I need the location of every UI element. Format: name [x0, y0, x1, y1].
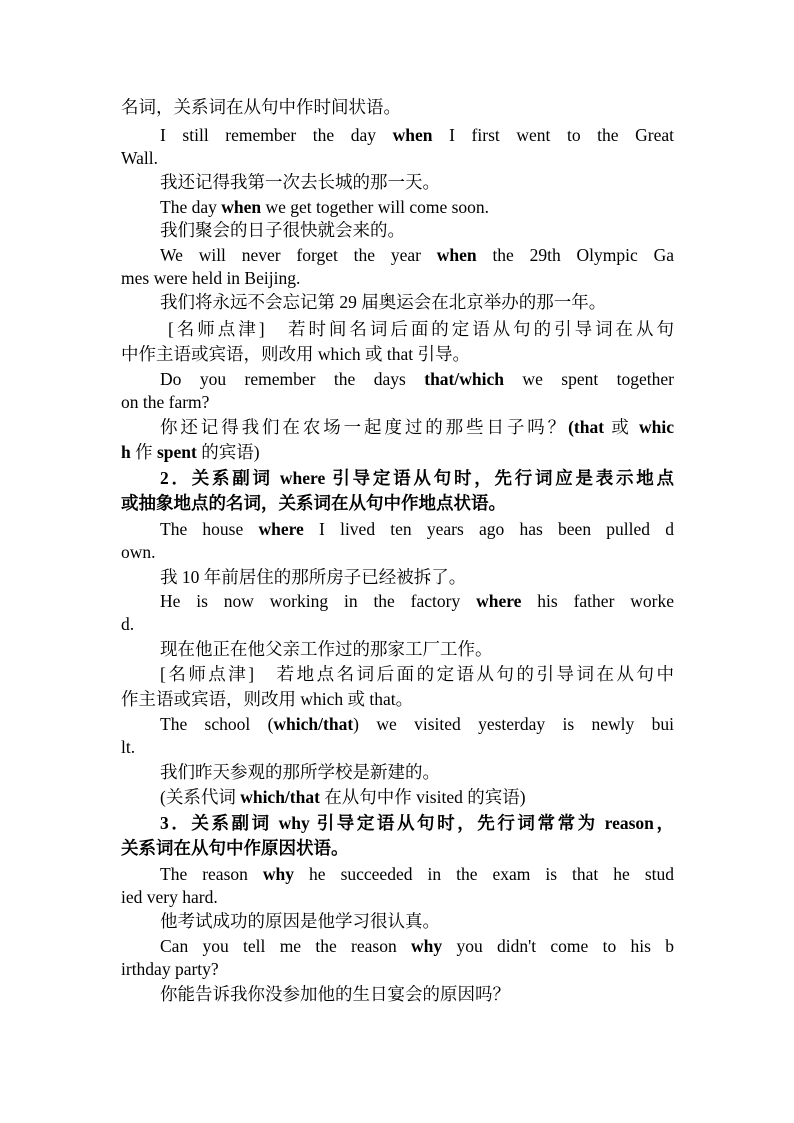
bold-text: that/which: [424, 369, 504, 389]
text-run: He is now working in the factory: [160, 591, 477, 611]
text-run: (关系代词: [160, 787, 241, 807]
text-run: lt.: [121, 737, 136, 757]
text-line: [160, 785, 674, 809]
text-line: [121, 266, 674, 290]
text-run: 名词，关系词在从句中作时间状语。: [121, 97, 401, 117]
text-run: 你还记得我们在农场一起度过的那些日子吗？: [160, 417, 569, 437]
text-run: d.: [121, 614, 135, 634]
bold-text: (that: [568, 417, 605, 437]
text-line: [121, 342, 674, 366]
text-run: 我们将永远不会忘记第 29 届奥运会在北京举办的那一年。: [160, 292, 607, 312]
bold-text: when: [436, 245, 477, 265]
text-run: 我 10 年前居住的那所房子已经被拆了。: [160, 567, 467, 587]
bold-text: which/that: [273, 714, 354, 734]
text-run: we spent together: [503, 369, 674, 389]
text-line: [160, 589, 674, 613]
text-line: [121, 735, 674, 759]
text-run: 中作主语或宾语，则改用 which 或 that 引导。: [121, 344, 471, 364]
text-line: [160, 415, 674, 439]
bold-text: where: [476, 591, 522, 611]
text-run: The reason: [160, 864, 263, 884]
text-run: on the farm?: [121, 392, 210, 412]
text-line: [121, 491, 674, 515]
text-run: 你能告诉我你没参加他的生日宴会的原因吗？: [160, 984, 510, 1004]
bold-text: 2．关系副词 where 引导定语从句时，先行词应是表示地点: [160, 468, 674, 488]
bold-text: which/that: [240, 787, 320, 807]
text-run: 他考试成功的原因是他学习很认真。: [160, 911, 440, 931]
text-run: his father worke: [521, 591, 674, 611]
text-run: you didn't come to his b: [442, 936, 674, 956]
text-line: [160, 243, 674, 267]
text-line: [160, 367, 674, 391]
text-run: The school (: [160, 714, 274, 734]
text-run: the 29th Olympic Ga: [476, 245, 674, 265]
text-line: [160, 811, 674, 835]
bold-text: when: [392, 125, 433, 145]
text-run: 我们昨天参观的那所学校是新建的。: [160, 762, 440, 782]
text-run: irthday party?: [121, 959, 219, 979]
text-run: Wall.: [121, 148, 158, 168]
text-line: [160, 123, 674, 147]
text-line: [160, 712, 674, 736]
text-line: [160, 637, 674, 661]
bold-text: whic: [639, 417, 674, 437]
text-run: Can you tell me the reason: [160, 936, 412, 956]
text-run: 的宾语): [196, 442, 260, 462]
text-run: The day: [160, 197, 222, 217]
text-run: own.: [121, 542, 156, 562]
text-line: [160, 218, 674, 242]
text-run: we get together will come soon.: [261, 197, 490, 217]
bold-text: 3．关系副词 why 引导定语从句时，先行词常常为 reason，: [160, 813, 674, 833]
text-run: 现在他正在他父亲工作过的那家工厂工作。: [160, 639, 493, 659]
text-line: [160, 195, 674, 219]
bold-text: 或抽象地点的名词，关系词在从句中作地点状语。: [121, 493, 506, 513]
text-line: [121, 836, 674, 860]
text-line: [121, 540, 674, 564]
text-line: [160, 934, 674, 958]
bold-text: where: [258, 519, 304, 539]
text-run: Do you remember the days: [160, 369, 425, 389]
bold-text: when: [221, 197, 262, 217]
text-line: [121, 390, 674, 414]
text-run: I lived ten years ago has been pulled d: [303, 519, 674, 539]
text-run: 或: [604, 417, 640, 437]
text-line: [160, 909, 674, 933]
text-run: 作: [130, 442, 157, 462]
bold-text: spent: [156, 442, 197, 462]
text-run: We will never forget the year: [160, 245, 437, 265]
text-line: [160, 517, 674, 541]
text-run: [名师点津] 若地点名词后面的定语从句的引导词在从句中: [160, 664, 674, 684]
text-run: 作主语或宾语，则改用 which 或 that。: [121, 689, 414, 709]
bold-text: h: [121, 442, 131, 462]
text-line: [160, 862, 674, 886]
bold-text: why: [411, 936, 443, 956]
text-run: I first went to the Great: [432, 125, 674, 145]
text-line: [160, 760, 674, 784]
text-run: ied very hard.: [121, 887, 218, 907]
text-line: [160, 170, 674, 194]
text-line: [160, 290, 674, 314]
text-line: [160, 662, 674, 686]
bold-text: 关系词在从句中作原因状语。: [121, 838, 349, 858]
text-line: [160, 982, 674, 1006]
text-line: [160, 466, 674, 490]
text-run: 我们聚会的日子很快就会来的。: [160, 220, 405, 240]
text-line: [168, 317, 674, 341]
text-line: [121, 440, 674, 464]
text-line: [121, 957, 674, 981]
text-line: [121, 687, 674, 711]
text-run: mes were held in Beijing.: [121, 268, 301, 288]
text-line: [121, 146, 674, 170]
text-run: The house: [160, 519, 259, 539]
text-line: [121, 885, 674, 909]
text-run: ) we visited yesterday is newly bui: [353, 714, 674, 734]
bold-text: why: [262, 864, 295, 884]
text-line: [121, 95, 674, 119]
text-run: he succeeded in the exam is that he stud: [294, 864, 674, 884]
text-run: I still remember the day: [160, 125, 393, 145]
text-line: [121, 612, 674, 636]
text-line: [160, 565, 674, 589]
text-run: [名师点津] 若时间名词后面的定语从句的引导词在从句: [168, 319, 674, 339]
text-run: 在从句中作 visited 的宾语): [319, 787, 526, 807]
text-run: 我还记得我第一次去长城的那一天。: [160, 172, 440, 192]
